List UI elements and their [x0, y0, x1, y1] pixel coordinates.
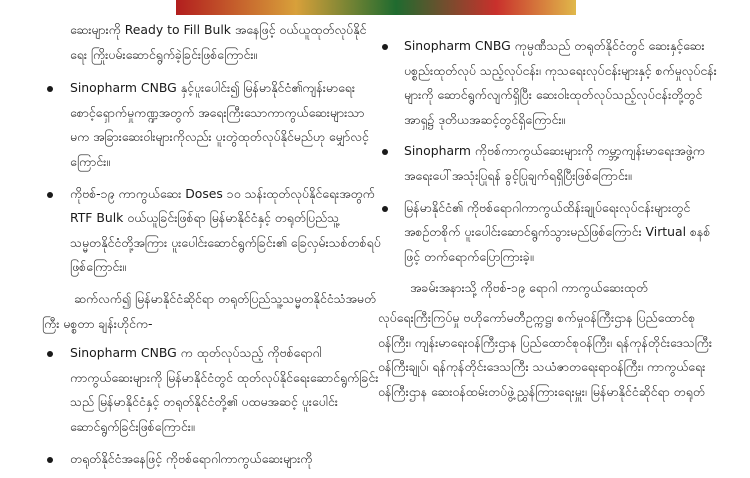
bullet-item [378, 34, 718, 132]
bullet-dot [382, 44, 388, 50]
bullet-continuation: ဆေးများကို Ready to Fill Bulk အနေဖြင့် ဝယ်ယူထုတ်လုပ်နိုင်ရေး ကြိုးပမ်းဆောင်ရွက်ခဲ့ခြင်းဖြစ်ကြောင်း။ [70, 22, 367, 62]
body-paragraph-first-line: အခမ်းအနားသို့ ကိုဗစ်-၁၉ ရောဂါ ကာကွယ်ဆေးထုတ် [410, 280, 648, 296]
bullet-dot [47, 351, 53, 357]
body-paragraph: လုပ်ရေးကြီးကြပ်မှု ဗဟိုကော်မတီဥက္ကဋ္ဌ၊ စက်မှုဝန်ကြီးဌာန ပြည်ထောင်စုဝန်ကြီး၊ ကျန်းမာရေးဝန်ကြီးဌာန ပြည်ထောင်စုဝန်ကြီး၊ ရန်ကုန်တိုင်းဒေသကြီးဝန်ကြီးချုပ်၊ ရန်ကုန်တိုင်းဒေသကြီး သယံဇာတရေးရာဝန်ကြီး၊ ကာကွယ်ရေးဝန်ကြီးဌာန ဆေးဝန်ထမ်းတပ်ဖွဲ့ညွှန်ကြားရေးမှူး၊ မြန်မာနိုင်ငံဆိုင်ရာ တရုတ် [378, 309, 713, 399]
bullet-item [42, 447, 382, 472]
intro-paragraph: ဆက်လက်၍ မြန်မာနိုင်ငံဆိုင်ရာ တရုတ်ပြည်သူ့သမ္မတနိုင်ငံသံအမတ်ကြီး မစ္စတာ ချန်းဟိုင်က- [42, 290, 377, 331]
bullet-text: Sinopharm CNBG နှင့်ပူးပေါင်း၍ မြန်မာနိုင်ငံ၏ကျန်းမာရေးစောင့်ရှောက်မှုကဏ္ဍအတွက် အရေးကြီးသောကာကွယ်ဆေးများသာမက အခြားဆေးဝါးများကိုလည်း ပူးတွဲထုတ်လုပ်နိုင်မည်ဟု မျှော်လင့်ကြောင်း။ [70, 80, 369, 169]
bullet-item [42, 341, 382, 439]
bullet-text: တရုတ်နိုင်ငံအနေဖြင့် ကိုဗစ်ရောဂါကာကွယ်ဆေးများကို [70, 450, 313, 466]
bullet-dot [47, 192, 53, 198]
bullet-item [378, 139, 718, 188]
bullet-dot [47, 86, 53, 92]
left-column [42, 18, 382, 478]
bullet-text: မြန်မာနိုင်ငံ၏ ကိုဗစ်ရောဂါကာကွယ်ထိန်းချုပ်ရေးလုပ်ငန်းများတွင် အစဉ်တစိုက် ပူးပေါင်းဆောင်ရွက်သွားမည်ဖြစ်ကြောင်း Virtual စနစ်ဖြင့် တက်ရောက်ပြောကြားခဲ့။ [404, 199, 711, 264]
bullet-text: ကိုဗစ်-၁၉ ကာကွယ်ဆေး Doses ၁၀ သန်းထုတ်လုပ်နိုင်ရေးအတွက် RTF Bulk ဝယ်ယူခြင်းဖြစ်ရာ မြန်မာနိုင်ငံနှင့် တရုတ်ပြည်သူ့သမ္မတနိုင်ငံတို့အကြား ပူးပေါင်းဆောင်ရွက်ခြင်း၏ ခြေလှမ်းသစ်တစ်ရပ်ဖြစ်ကြောင်း။ [70, 185, 381, 275]
bullet-item [42, 182, 382, 280]
bullet-item [378, 196, 718, 270]
bullet-text: Sinopharm ကိုဗစ်ကာကွယ်ဆေးများကို ကမ္ဘာ့ကျန်းမာရေးအဖွဲ့က အရေးပေါ်အသုံးပြုရန် ခွင့်ပြုချက်ရရှိပြီးဖြစ်ကြောင်း။ [404, 143, 705, 183]
right-column [378, 18, 718, 409]
header-photo [176, 0, 576, 15]
bullet-text: Sinopharm CNBG ကုမ္ပဏီသည် တရုတ်နိုင်ငံတွင် ဆေးနှင့်ဆေးပစ္စည်းထုတ်လုပ် သည့်လုပ်ငန်း၊ ကုသရေးလုပ်ငန်းများနှင့် စက်မှုလုပ်ငန်းများကို ဆောင်ရွက်လျက်ရှိပြီး ဆေးဝါးထုတ်လုပ်သည့်လုပ်ငန်းတို့တွင် အာရှ၌ ဒုတိယအဆင့်တွင်ရှိကြောင်း။ [404, 38, 717, 127]
bullet-text: Sinopharm CNBG က ထုတ်လုပ်သည့် ကိုဗစ်ရောဂါကာကွယ်ဆေးများကို မြန်မာနိုင်ငံတွင် ထုတ်လုပ်နိုင်ရေးဆောင်ရွက်ခြင်းသည် မြန်မာနိုင်ငံနှင့် တရုတ်နိုင်ငံတို့၏ ပထမအဆင့် ပူးပေါင်းဆောင်ရွက်ခြင်းဖြစ်ကြောင်း။ [70, 345, 379, 434]
bullet-dot [382, 206, 388, 212]
bullet-item [42, 76, 382, 174]
bullet-dot [382, 149, 388, 155]
